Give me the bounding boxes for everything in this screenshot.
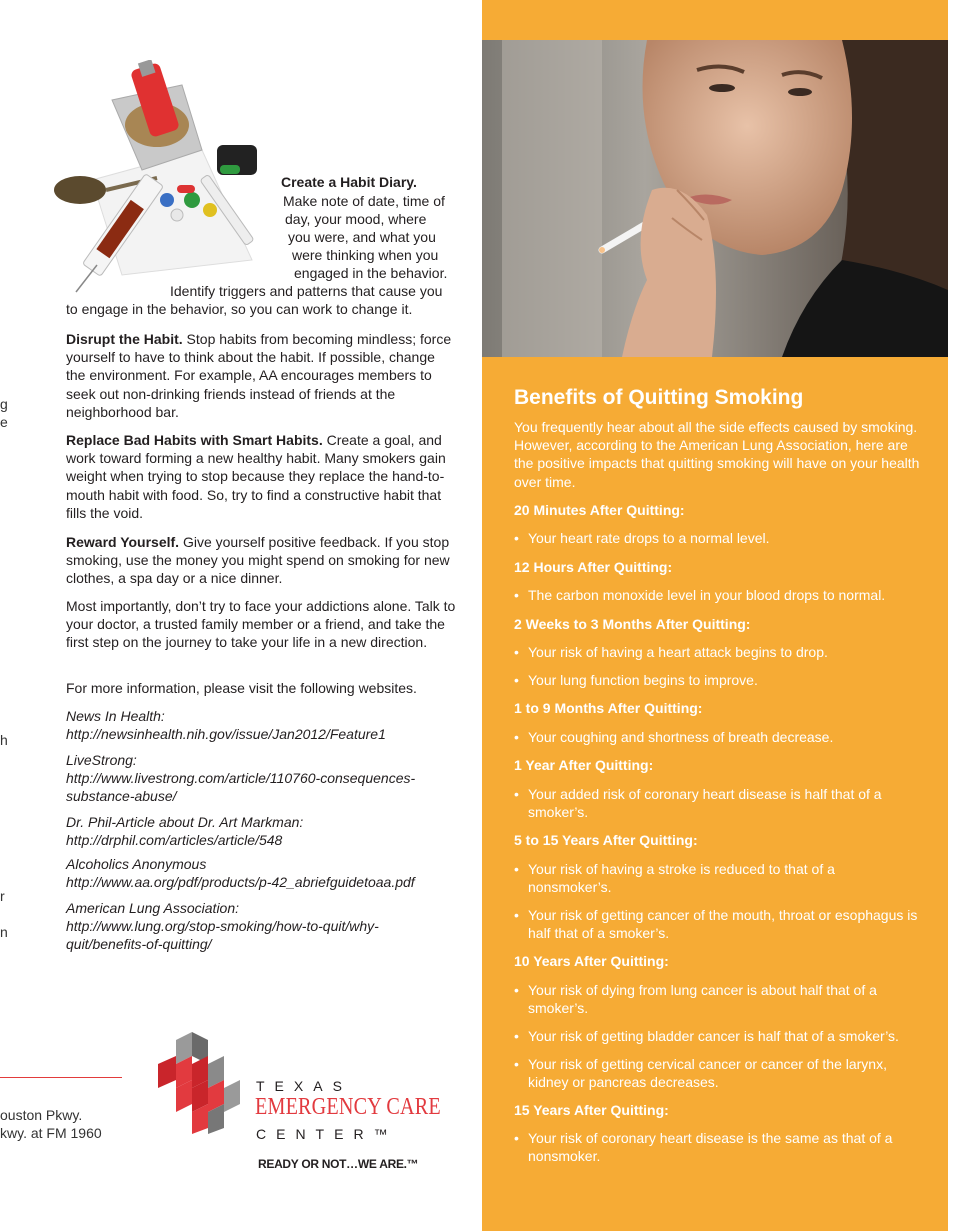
closing-paragraph: Most importantly, don’t try to face your addictions alone. Talk to your doctor, a trusted family member or a friend, and take the first step on the journey to take your life in a new direction. [66, 598, 456, 651]
link-dr-phil [66, 813, 466, 849]
logo-center-text: CENTER™ [256, 1126, 398, 1142]
benefit-item: • Your lung function begins to improve. [514, 671, 924, 689]
link-livestrong [66, 751, 466, 806]
benefit-section-heading: 1 to 9 Months After Quitting: [514, 700, 703, 716]
link-name: LiveStrong: [66, 752, 137, 768]
link-url[interactable]: http://www.lung.org/stop-smoking/how-to-quit/why-quit/benefits-of-quitting/ [66, 918, 379, 953]
benefit-item: • Your risk of having a stroke is reduced to that of a nonsmoker’s. [514, 860, 854, 896]
address-line: kwy. at FM 1960 [0, 1125, 102, 1141]
logo-emergency-care-text: EMERGENCY CARE [255, 1094, 441, 1120]
more-info-text: For more information, please visit the following websites. [66, 680, 417, 696]
benefit-item: • The carbon monoxide level in your blood drops to normal. [514, 586, 934, 604]
link-name: Dr. Phil-Article about Dr. Art Markman: [66, 814, 304, 830]
logo-texas-text: TEXAS [256, 1078, 352, 1094]
link-url[interactable]: http://www.livestrong.com/article/110760-consequences-substance-abuse/ [66, 770, 416, 805]
link-name: American Lung Association: [66, 900, 240, 916]
benefit-section-heading: 1 Year After Quitting: [514, 757, 654, 773]
habit-diary-line: to engage in the behavior, so you can work to change it. [66, 301, 413, 317]
edge-fragment: n [0, 924, 8, 940]
address-line: ouston Pkwy. [0, 1107, 83, 1123]
tip-replace-habits [66, 431, 458, 522]
link-alcoholics-anonymous [66, 855, 466, 891]
edge-fragment: h [0, 732, 8, 748]
link-url[interactable]: http://www.aa.org/pdf/products/p-42_abriefguidetoaa.pdf [66, 874, 415, 891]
habit-diary-line: you were, and what you [288, 229, 436, 245]
link-american-lung-association [66, 899, 466, 954]
link-name: News In Health: [66, 708, 165, 724]
benefits-intro: You frequently hear about all the side effects caused by smoking. However, according to the American Lung Association, here are the positive impacts that quitting smoking will have on your health over time. [514, 419, 920, 490]
benefit-section-heading: 12 Hours After Quitting: [514, 559, 673, 575]
tip-heading: Disrupt the Habit. [66, 331, 183, 347]
drug-paraphernalia-image [52, 60, 287, 300]
woman-smoking-photo [482, 40, 948, 357]
benefit-item: • Your risk of getting cancer of the mouth, throat or esophagus is half that of a smoker’s. [514, 906, 924, 942]
texas-emergency-care-logo-icon [154, 1028, 246, 1134]
benefit-section-heading: 10 Years After Quitting: [514, 953, 669, 969]
benefit-item: • Your coughing and shortness of breath decrease. [514, 728, 924, 746]
benefit-section-heading: 20 Minutes After Quitting: [514, 502, 685, 518]
link-url[interactable]: http://drphil.com/articles/article/548 [66, 832, 283, 849]
habit-diary-line: were thinking when you [292, 247, 439, 263]
tip-text: Give yourself positive feedback. If you stop smoking, use the money you might spend on smoking for new clothes, a spa day or a nice dinner. [66, 534, 450, 587]
benefit-item: • Your heart rate drops to a normal level. [514, 529, 924, 547]
logo-tagline: READY OR NOT…WE ARE.™ [258, 1157, 419, 1171]
habit-diary-line: Identify triggers and patterns that cause you [170, 283, 443, 299]
tip-heading: Reward Yourself. [66, 534, 180, 550]
benefits-title: Benefits of Quitting Smoking [514, 386, 804, 409]
habit-diary-line: Make note of date, time of [283, 193, 445, 209]
benefit-item: • Your risk of getting bladder cancer is half that of a smoker’s. [514, 1027, 934, 1045]
edge-fragment: e [0, 414, 8, 430]
habit-diary-line: engaged in the behavior. [294, 265, 448, 281]
tip-heading: Replace Bad Habits with Smart Habits. [66, 432, 323, 448]
tip-disrupt-habit [66, 330, 458, 421]
tip-text: Stop habits from becoming mindless; force yourself to have to think about the habit. If possible, change the environment. For example, AA encourages members to seek out non-drinking friends instead of friends at the neighborhood bar. [66, 331, 452, 420]
benefit-section-heading: 5 to 15 Years After Quitting: [514, 832, 698, 848]
benefit-section-heading: 15 Years After Quitting: [514, 1102, 669, 1118]
link-name: Alcoholics Anonymous [66, 856, 207, 872]
link-url[interactable]: http://newsinhealth.nih.gov/issue/Jan2012/Feature1 [66, 726, 386, 743]
tip-reward-yourself [66, 533, 458, 588]
edge-fragment: g [0, 396, 8, 412]
tip-text: Create a goal, and work toward forming a new healthy habit. Many smokers gain weight when trying to stop because they replace the hand-to-mouth habit with food. So, try to find a constructive habit that fills the void. [66, 432, 446, 521]
benefit-item: • Your risk of dying from lung cancer is about half that of a smoker’s. [514, 981, 894, 1017]
benefit-item: • Your added risk of coronary heart disease is half that of a smoker’s. [514, 785, 894, 821]
habit-diary-heading: Create a Habit Diary. [281, 174, 417, 190]
edge-fragment: r [0, 888, 5, 904]
link-news-in-health [66, 707, 466, 743]
benefit-item: • Your risk of getting cervical cancer or cancer of the larynx, kidney or pancreas decreases. [514, 1055, 914, 1091]
habit-diary-line: day, your mood, where [285, 211, 427, 227]
benefit-item: • Your risk of having a heart attack begins to drop. [514, 643, 924, 661]
footer-divider [0, 1077, 122, 1078]
benefit-section-heading: 2 Weeks to 3 Months After Quitting: [514, 616, 751, 632]
benefit-item: • Your risk of coronary heart disease is the same as that of a nonsmoker. [514, 1129, 904, 1165]
